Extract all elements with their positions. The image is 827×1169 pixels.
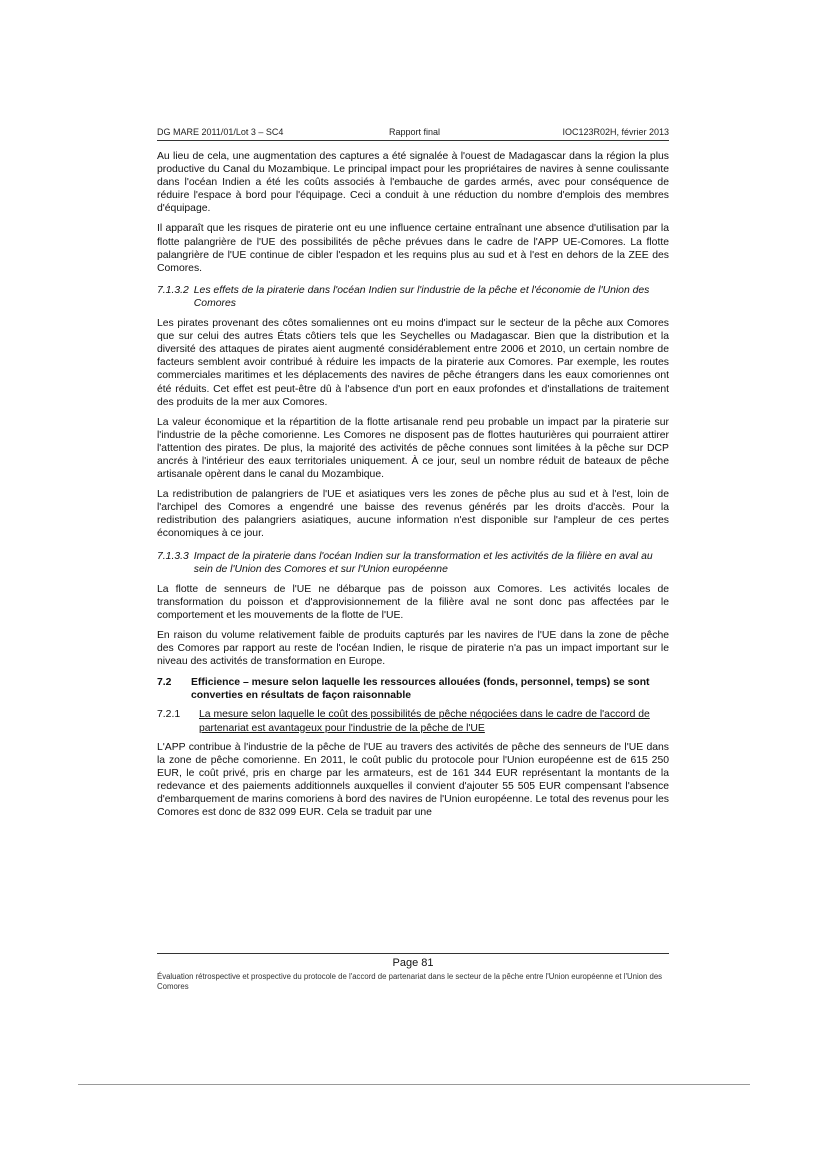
paragraph: Au lieu de cela, une augmentation des captures a été signalée à l'ouest de Madagascar dans la région la plus productive du Canal du Mozambique. Le principal impact pour les propriétaires de navires à senne coulissante dans l'océan Indien a été les coûts associés à l'embauche de gardes armés, avec pour conséquence de réduire l'espace à bord pour l'équipage. Ceci a conduit à une réduction du nombre d'emplois des membres d'équipage. [157, 151, 669, 215]
subheading-number: 7.1.3.3 [157, 550, 189, 562]
paragraph: En raison du volume relativement faible de produits capturés par les navires de l'UE dans la zone de pêche des Comores par rapport au reste de l'océan Indien, le risque de piraterie n'a pas un impact important sur le niveau des activités de transformation en Europe. [157, 630, 669, 668]
paragraph: Il apparaît que les risques de piraterie ont eu une influence certaine entraînant une absence d'utilisation par la flotte palangrière de l'UE des possibilités de pêche prévues dans le cadre de l'APP UE-Comores. La flotte palangrière de l'UE continue de cibler l'espadon et les requins plus au sud et à l'est en dehors de la ZEE des Comores. [157, 223, 669, 274]
paragraph: La flotte de senneurs de l'UE ne débarque pas de poisson aux Comores. Les activités locales de transformation du poisson et d'approvisionnement de la filière aval ne sont donc pas affectées par le comportement et les mouvements de la flotte de l'UE. [157, 583, 669, 621]
paragraph: La valeur économique et la répartition de la flotte artisanale rend peu probable un impact par la piraterie sur l'industrie de la pêche comorienne. Les Comores ne disposent pas de flottes hauturières qui pourraient attirer l'attention des pirates. De plus, la majorité des activités de pêche connues sont limitées à la pêche sur DCP ancrés à l'intérieur des eaux territoriales uniquement. À ce jour, seul un nombre réduit de bateaux de pêche artisanale opèrent dans le canal du Mozambique. [157, 416, 669, 481]
document-body [157, 150, 669, 826]
subsection-number: 7.2.1 [157, 709, 181, 721]
page-number: Page 81 [392, 957, 434, 969]
header-reference: DG MARE 2011/01/Lot 3 – SC4 [157, 127, 284, 137]
paragraph: Les pirates provenant des côtes somaliennes ont eu moins d'impact sur le secteur de la pêche aux Comores que sur celui des autres États côtiers tels que les Seychelles ou Madagascar. Bien que la distribution et la diversité des attaques de pirates aient augmenté considérablement entre 2006 et 2010, un certain nombre de facteurs semblent avoir contribué à réduire les impacts de la piraterie aux Comores. Par exemple, les routes commerciales maritimes et les déplacements des navires de pêche étrangers dans les eaux comoriennes ont été réduits. Cet effet est peut-être dû à l'absence d'un port en eaux profondes et d'installations de traitement des produits de la mer aux Comores. [157, 318, 669, 408]
section-title: Efficience – mesure selon laquelle les ressources allouées (fonds, personnel, temps) se sont converties en résultats de façon raisonnable [191, 677, 650, 702]
subheading-number: 7.1.3.2 [157, 284, 189, 296]
header-report-type: Rapport final [389, 127, 441, 137]
header-document-code: IOC123R02H, février 2013 [562, 127, 669, 137]
header-divider [157, 140, 669, 141]
subheading-text: Les effets de la piraterie dans l'océan Indien sur l'industrie de la pêche et l'économie de l'Union des Comores [193, 284, 650, 309]
subsection-heading-7-2-1 [157, 708, 669, 734]
page-bottom-divider [78, 1084, 750, 1085]
subsection-title: La mesure selon laquelle le coût des possibilités de pêche négociées dans le cadre de l'accord de partenariat est avantageux pour l'industrie de la pêche de l'UE [199, 709, 650, 734]
footer-divider [157, 953, 669, 954]
paragraph: L'APP contribue à l'industrie de la pêche de l'UE au travers des activités de pêche des senneurs de l'UE dans la zone de pêche comorienne. En 2011, le coût public du protocole pour l'Union européenne est de 615 250 EUR, le coût privé, pris en charge par les armateurs, est de 161 344 EUR représentant la montants de la redevance et des paiements additionnels auxquelles il convient d'ajouter 55 505 EUR compensant l'absence d'embarquement de marins comoriens à bord des navires de l'Union européenne. Le total des revenus pour les Comores est donc de 832 099 EUR. Cela se traduit par une [157, 741, 669, 819]
page-header [157, 127, 669, 141]
footer-note: Évaluation rétrospective et prospective du protocole de l'accord de partenariat dans le secteur de la pêche entre l'Union européenne et l'Union des Comores [157, 972, 663, 991]
section-heading-7-2 [157, 676, 669, 702]
paragraph: La redistribution de palangriers de l'UE et asiatiques vers les zones de pêche plus au sud et à l'est, loin de l'archipel des Comores a engendré une baisse des revenus générés par les droits d'accès. Pour la redistribution des palangriers asiatiques, aucune information n'est disponible sur l'ampleur de ces pertes économiques à ce jour. [157, 489, 669, 540]
subheading-text: Impact de la piraterie dans l'océan Indien sur la transformation et les activités de la filière en aval au sein de l'Union des Comores et sur l'Union européenne [193, 550, 653, 575]
section-number: 7.2 [157, 677, 172, 689]
subheading-7-1-3-3 [157, 550, 669, 576]
subheading-7-1-3-2 [157, 284, 669, 310]
